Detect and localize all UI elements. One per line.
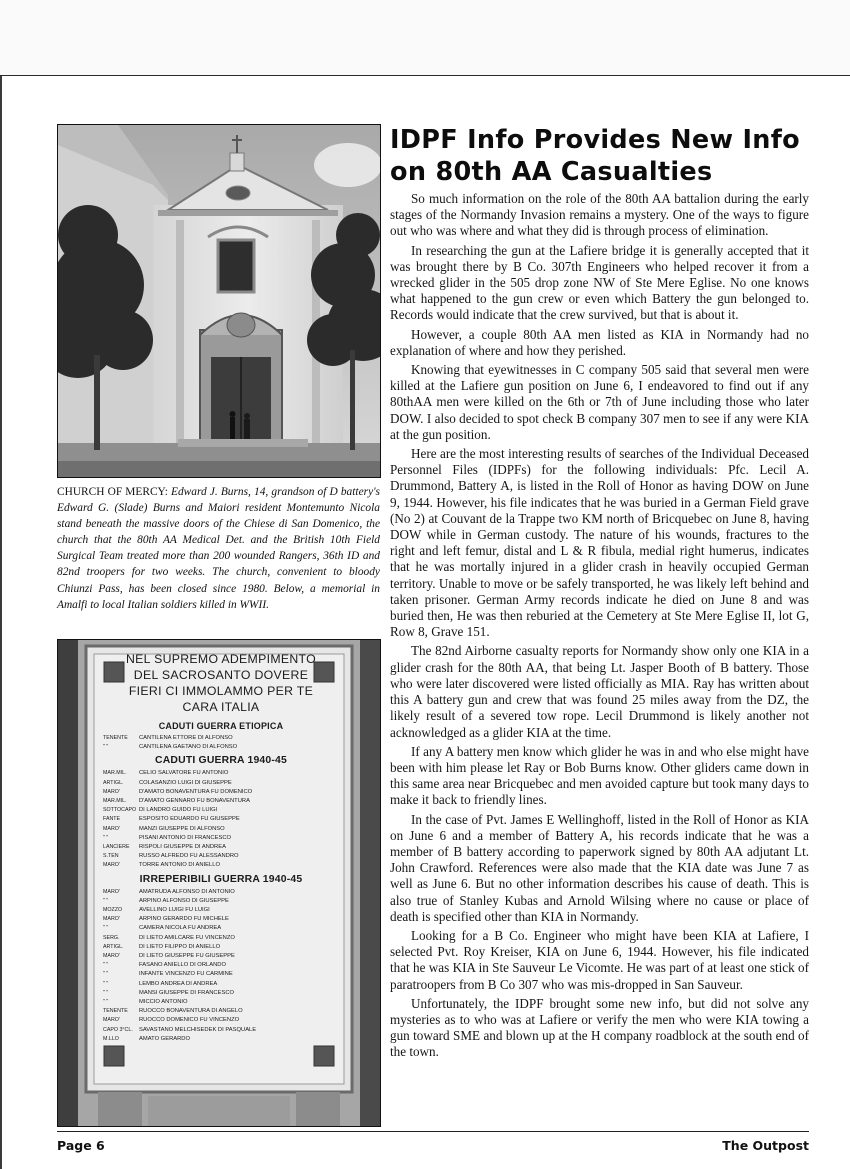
plaque-rank: ARTIGL. — [103, 779, 124, 786]
article-column — [390, 124, 809, 1064]
plaque-name: DI LIETO AMILCARE FU VINCENZO — [139, 934, 235, 941]
plaque-rank: " " — [103, 999, 109, 1006]
article-paragraph: In the case of Pvt. James E Wellinghoff, listed in the Roll of Honor as KIA on June 6 and a member of Battery A, his records indicate that he was a member of B battery according to paperwork signed by 80th AA adjutant Lt. John Crawford. References were also made that the KIA date was June 7 as well as June 6. But no other information describes his cause of death. This is also true of Stanley Kubas and Arnold Wilsing where no cause or place of death is specified other than KIA in Normandy. — [390, 811, 809, 924]
memorial-plaque — [103, 651, 339, 1044]
plaque-rank: MARO' — [103, 1017, 120, 1024]
plaque-rank: " " — [103, 962, 109, 969]
plaque-heading-line: CARA ITALIA — [182, 700, 260, 714]
plaque-name: COLASANZIO LUIGI DI GIUSEPPE — [139, 779, 232, 786]
plaque-name: AMATO GERARDO — [139, 1035, 190, 1042]
article-body — [390, 191, 809, 1061]
plaque-row — [103, 970, 339, 979]
article-paragraph: Looking for a B Co. Engineer who might have been KIA at Lafiere, I selected Pvt. Roy Kreiser, KIA on June 6, 1944. However, his file indicated that he was KIA in Ste Sauveur Le Vicomte. He was part of at least one stick of paratroopers from B Co 307 who was mis-dropped in San Sauveur. — [390, 927, 809, 992]
plaque-row — [103, 797, 339, 806]
plaque-section-missing: IRREPERIBILI GUERRA 1940-45 — [139, 873, 303, 885]
plaque-rank: MAR.MIL. — [103, 770, 127, 777]
plaque-row — [103, 888, 339, 897]
plaque-roster-missing — [103, 888, 339, 1044]
plaque-row — [103, 815, 339, 824]
plaque-section-war: CADUTI GUERRA 1940-45 — [155, 755, 287, 767]
plaque-row — [103, 915, 339, 924]
plaque-rank: MARO' — [103, 888, 120, 895]
plaque-rank: TENENTE — [103, 1008, 128, 1015]
plaque-name: TORRE ANTONIO DI ANIELLO — [139, 862, 220, 869]
plaque-roster-ethiopia — [103, 734, 339, 752]
plaque-rank: MARO' — [103, 953, 120, 960]
plaque-name: MICCIO ANTONIO — [139, 999, 188, 1006]
plaque-rank: " " — [103, 971, 109, 978]
plaque-row — [103, 788, 339, 797]
plaque-name: INFANTE VINCENZO FU CARMINE — [139, 971, 233, 978]
plaque-name: CAMERA NICOLA FU ANDREA — [139, 925, 222, 932]
page-left-edge — [0, 76, 2, 1169]
plaque-name: DI LIETO FILIPPO DI ANIELLO — [139, 943, 221, 950]
article-paragraph: If any A battery men know which glider he was in and who else might have been with him please let Ray or Bob Burns know. Other gliders came down in this same area near Bricquebec and men avoided capture but took many days to make it back to friendly lines. — [390, 743, 809, 808]
plaque-rank: M.LLO — [103, 1035, 119, 1042]
plaque-row — [103, 1035, 339, 1044]
plaque-row — [103, 861, 339, 870]
plaque-name: RISPOLI GIUSEPPE DI ANDREA — [139, 844, 226, 851]
plaque-heading-line: NEL SUPREMO ADEMPIMENTO — [125, 652, 317, 666]
plaque-name: CANTILENA GAETANO DI ALFONSO — [139, 744, 238, 751]
plaque-rank: FANTE — [103, 816, 121, 823]
plaque-rank: " " — [103, 744, 109, 751]
plaque-row — [103, 734, 339, 743]
plaque-row — [103, 943, 339, 952]
plaque-row — [103, 989, 339, 998]
plaque-rank: CAPO 3°CL. — [103, 1026, 133, 1033]
plaque-row — [103, 961, 339, 970]
plaque-rank: S.TEN — [103, 853, 119, 860]
plaque-rank: MARO' — [103, 862, 120, 869]
church-photo — [57, 124, 381, 478]
plaque-name: PISANI ANTONIO DI FRANCESCO — [139, 834, 232, 841]
article-paragraph: However, a couple 80th AA men listed as KIA in Normandy had no explanation of where and how they perished. — [390, 326, 809, 358]
article-paragraph: The 82nd Airborne casualty reports for Normandy show only one KIA in a glider crash for the 80th AA, that being Lt. Jasper Booth of B battery. Those who were later discovered were listed officially as MIA. Ray has written about this A battery gun and crew that was found 25 miles away from the DZ, the likely result of a severed tow rope. Lecil Drummond is likely another not acknowledged as a glider KIA at the time. — [390, 643, 809, 740]
plaque-roster-war — [103, 769, 339, 870]
plaque-row — [103, 998, 339, 1007]
plaque-section-ethiopia: CADUTI GUERRA ETIOPICA — [158, 721, 284, 731]
plaque-row — [103, 906, 339, 915]
plaque-row — [103, 806, 339, 815]
headline-line-1: IDPF Info Provides New Info — [390, 125, 800, 155]
plaque-name: CANTILENA ETTORE DI ALFONSO — [139, 735, 233, 741]
page-number: Page 6 — [57, 1138, 105, 1153]
plaque-rank: " " — [103, 925, 109, 932]
plaque-name: AMATRUDA ALFONSO DI ANTONIO — [139, 888, 235, 895]
plaque-row — [103, 1026, 339, 1035]
plaque-name: DI LANDRO GUIDO FU LUIGI — [139, 807, 218, 814]
plaque-heading-line: FIERI CI IMMOLAMMO PER TE — [128, 684, 314, 698]
plaque-row — [103, 952, 339, 961]
plaque-rank: SERG. — [103, 934, 120, 941]
photo-caption — [57, 484, 380, 613]
caption-lead: CHURCH OF MERCY: — [57, 486, 168, 498]
plaque-rank: " " — [103, 989, 109, 996]
plaque-row — [103, 1016, 339, 1025]
plaque-rank: TENENTE — [103, 735, 128, 741]
article-headline — [390, 124, 809, 188]
plaque-row — [103, 834, 339, 843]
plaque-rank: ARTIGL. — [103, 943, 124, 950]
article-paragraph: So much information on the role of the 80th AA battalion during the early stages of the Normandy Invasion remains a mystery. One of the ways to figure out who was where and what they did is through process of elimination. — [390, 191, 809, 239]
publication-name: The Outpost — [722, 1138, 809, 1153]
plaque-name: MANSI GIUSEPPE DI FRANCESCO — [139, 989, 235, 996]
page-fold-strip — [0, 0, 850, 76]
plaque-name: DI LIETO GIUSEPPE FU GIUSEPPE — [139, 953, 235, 960]
plaque-name: FASANO ANIELLO DI ORLANDO — [139, 962, 226, 969]
footer-rule — [57, 1131, 809, 1132]
plaque-name: ARPINO GERARDO FU MICHELE — [139, 916, 229, 923]
plaque-rank: MAR.MIL. — [103, 798, 127, 805]
plaque-row — [103, 743, 339, 752]
plaque-row — [103, 779, 339, 788]
plaque-name: RUSSO ALFREDO FU ALESSANDRO — [139, 853, 239, 860]
church-photo-illustration — [58, 125, 380, 477]
plaque-rank: SOTTOCAPO — [103, 807, 137, 814]
plaque-rank: MARO' — [103, 825, 120, 832]
plaque-row — [103, 897, 339, 906]
plaque-row — [103, 769, 339, 778]
plaque-name: LEMBO ANDREA DI ANDREA — [139, 980, 218, 987]
plaque-rank: " " — [103, 980, 109, 987]
plaque-row — [103, 843, 339, 852]
article-paragraph: Unfortunately, the IDPF brought some new info, but did not solve any mysteries as to who was at Lafiere or verify the men who were KIA towing a gun toward SME and blown up at the H company roadblock at the south end of the town. — [390, 995, 809, 1060]
headline-line-2: on 80th AA Casualties — [390, 157, 713, 187]
plaque-name: ARPINO ALFONSO DI GIUSEPPE — [139, 897, 229, 904]
plaque-rank: LANCIERE — [103, 844, 130, 851]
plaque-row — [103, 852, 339, 861]
plaque-row — [103, 934, 339, 943]
plaque-name: D'AMATO BONAVENTURA FU DOMENICO — [139, 788, 253, 795]
plaque-row — [103, 825, 339, 834]
article-paragraph: Knowing that eyewitnesses in C company 505 said that several men were killed at the Lafiere gun position on June 6, I endeavored to find out if any 80thAA men were killed on the 6th or 7th of June including those who later DOW. I also decided to spot check B company 307 men to see if any were KIA at the gun position. — [390, 362, 809, 442]
plaque-row — [103, 980, 339, 989]
plaque-name: RUOCCO DOMENICO FU VINCENZO — [139, 1017, 240, 1024]
plaque-name: ESPOSITO EDUARDO FU GIUSEPPE — [139, 816, 240, 823]
plaque-name: MANZI GIUSEPPE DI ALFONSO — [139, 825, 225, 832]
plaque-heading-line: DEL SACROSANTO DOVERE — [133, 668, 309, 682]
plaque-name: D'AMATO GENNARO FU BONAVENTURA — [139, 798, 250, 805]
plaque-row — [103, 924, 339, 933]
plaque-rank: MARO' — [103, 788, 120, 795]
plaque-name: RUOCCO BONAVENTURA DI ANGELO — [139, 1008, 243, 1015]
plaque-row — [103, 1007, 339, 1016]
plaque-name: AVELLINO LUIGI FU LUIGI — [139, 907, 210, 914]
plaque-rank: " " — [103, 897, 109, 904]
article-paragraph: In researching the gun at the Lafiere bridge it is generally accepted that it was brought there by B Co. 307th Engineers who helped recover it from a wrecked glider in the 505 drop zone NW of Ste Mere Eglise. No one knows what happened to the gun crew or even which Battery the gun belonged to. Records would indicate that the crew survived, but that is about it. — [390, 242, 809, 323]
plaque-name: CELIO SALVATORE FU ANTONIO — [139, 770, 229, 777]
plaque-rank: MARO' — [103, 916, 120, 923]
plaque-rank: MOZZO — [103, 907, 123, 914]
caption-text: Edward J. Burns, 14, grandson of D battery's Edward G. (Slade) Burns and Maiori resident Montemunto Nicola stand beneath the massive doors of the Chiese di San Domenico, the church that the 80th AA Medical Det. and the British 10th Field Surgical Team treated more than 200 wounded Rangers, 36th ID and 82nd troopers for two weeks. The church, convenient to bloody Chiunzi Pass, has been closed since 1980. Below, a memorial in Amalfi to local Italian soldiers killed in WWII. — [57, 486, 380, 611]
plaque-name: SAVASTANO MELCHISEDEK DI PASQUALE — [139, 1026, 257, 1033]
article-paragraph: Here are the most interesting results of searches of the Individual Deceased Personnel Files (IDPFs) for the following individuals: Pfc. Lecil A. Drummond, Battery A, is listed in the Roll of Honor as having DOW on June 9, 1944. However, his file indicates that he was buried in a German Field grave (No 2) at Couvant de la Trappe two KM north of Bricquebec on June 8, having DOW while in German custody. The nature of his wounds, fractures to the right and left femur, distal and L & R fibula, medial right humerus, indicates that he was mortally injured in a glider crash in heavily occupied German territory. Unable to move or be safely transported, he was likely left behind and taken prisoner. German Army records indicate he died on June 8 and was buried then, He was then reburied at the Cemetery at Ste Mere Eglise II, lot G, Row 8, Grave 151. — [390, 446, 809, 640]
plaque-rank: " " — [103, 834, 109, 841]
